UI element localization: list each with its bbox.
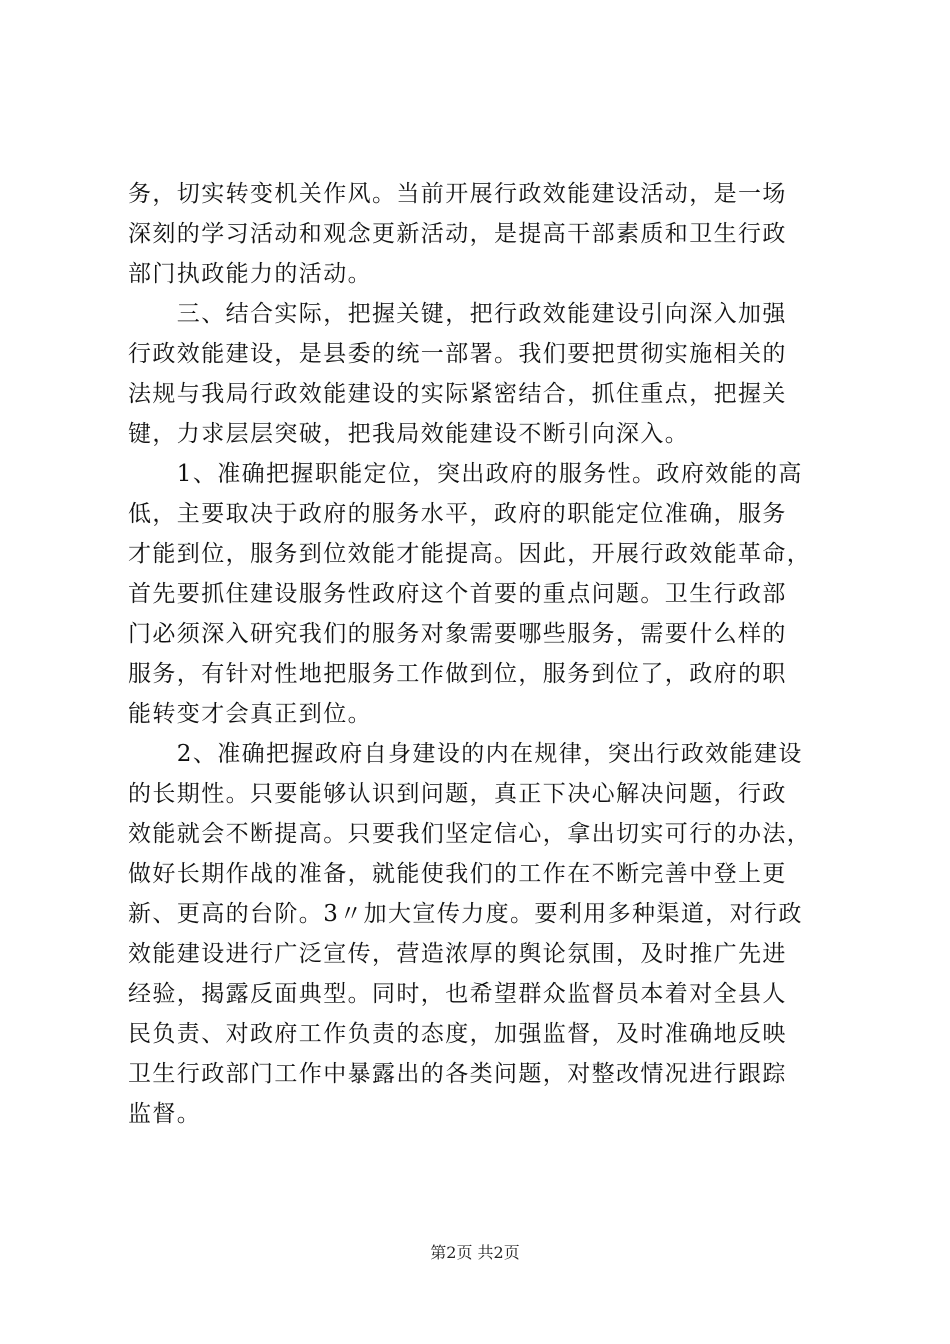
body-text-line: 门必须深入研究我们的服务对象需要哪些服务，需要什么样的 (128, 621, 787, 647)
body-text-line: 的长期性。只要能够认识到问题，真正下决心解决问题，行政 (128, 781, 787, 807)
body-text-line: 低，主要取决于政府的服务水平，政府的职能定位准确，服务 (128, 501, 787, 527)
paragraph-start-line: 2、准确把握政府自身建设的内在规律，突出行政效能建设 (128, 741, 803, 767)
body-text-line: 行政效能建设，是县委的统一部署。我们要把贯彻实施相关的 (128, 341, 787, 367)
body-text-line: 效能建设进行广泛宣传，营造浓厚的舆论氛围，及时推广先进 (128, 941, 787, 967)
body-text-line: 卫生行政部门工作中暴露出的各类问题，对整改情况进行跟踪 (128, 1061, 787, 1087)
section-heading-line: 三、结合实际，把握关键，把行政效能建设引向深入加强 (128, 301, 787, 327)
body-text-line: 部门执政能力的活动。 (128, 261, 372, 287)
body-text-line: 才能到位，服务到位效能才能提高。因此，开展行政效能革命， (128, 541, 812, 567)
body-text-line: 效能就会不断提高。只要我们坚定信心，拿出切实可行的办法， (128, 821, 812, 847)
body-text-line: 监督。 (128, 1101, 202, 1127)
body-text-line: 民负责、对政府工作负责的态度，加强监督，及时准确地反映 (128, 1021, 787, 1047)
body-text-line: 新、更高的台阶。3〃加大宣传力度。要利用多种渠道，对行政 (128, 901, 803, 927)
body-text-line: 能转变才会真正到位。 (128, 701, 372, 727)
body-text-line: 首先要抓住建设服务性政府这个首要的重点问题。卫生行政部 (128, 581, 787, 607)
body-text-line: 经验，揭露反面典型。同时，也希望群众监督员本着对全县人 (128, 981, 787, 1007)
body-text-line: 服务，有针对性地把服务工作做到位，服务到位了，政府的职 (128, 661, 787, 687)
body-text-line: 深刻的学习活动和观念更新活动，是提高干部素质和卫生行政 (128, 221, 787, 247)
page-number-footer: 第2页 共2页 (430, 1243, 520, 1262)
body-text-line: 做好长期作战的准备，就能使我们的工作在不断完善中登上更 (128, 861, 787, 887)
body-text-line: 键，力求层层突破，把我局效能建设不断引向深入。 (128, 421, 690, 447)
paragraph-start-line: 1、准确把握职能定位，突出政府的服务性。政府效能的高 (128, 461, 803, 487)
body-text-line: 法规与我局行政效能建设的实际紧密结合，抓住重点，把握关 (128, 381, 787, 407)
body-text-line: 务，切实转变机关作风。当前开展行政效能建设活动，是一场 (128, 181, 787, 207)
